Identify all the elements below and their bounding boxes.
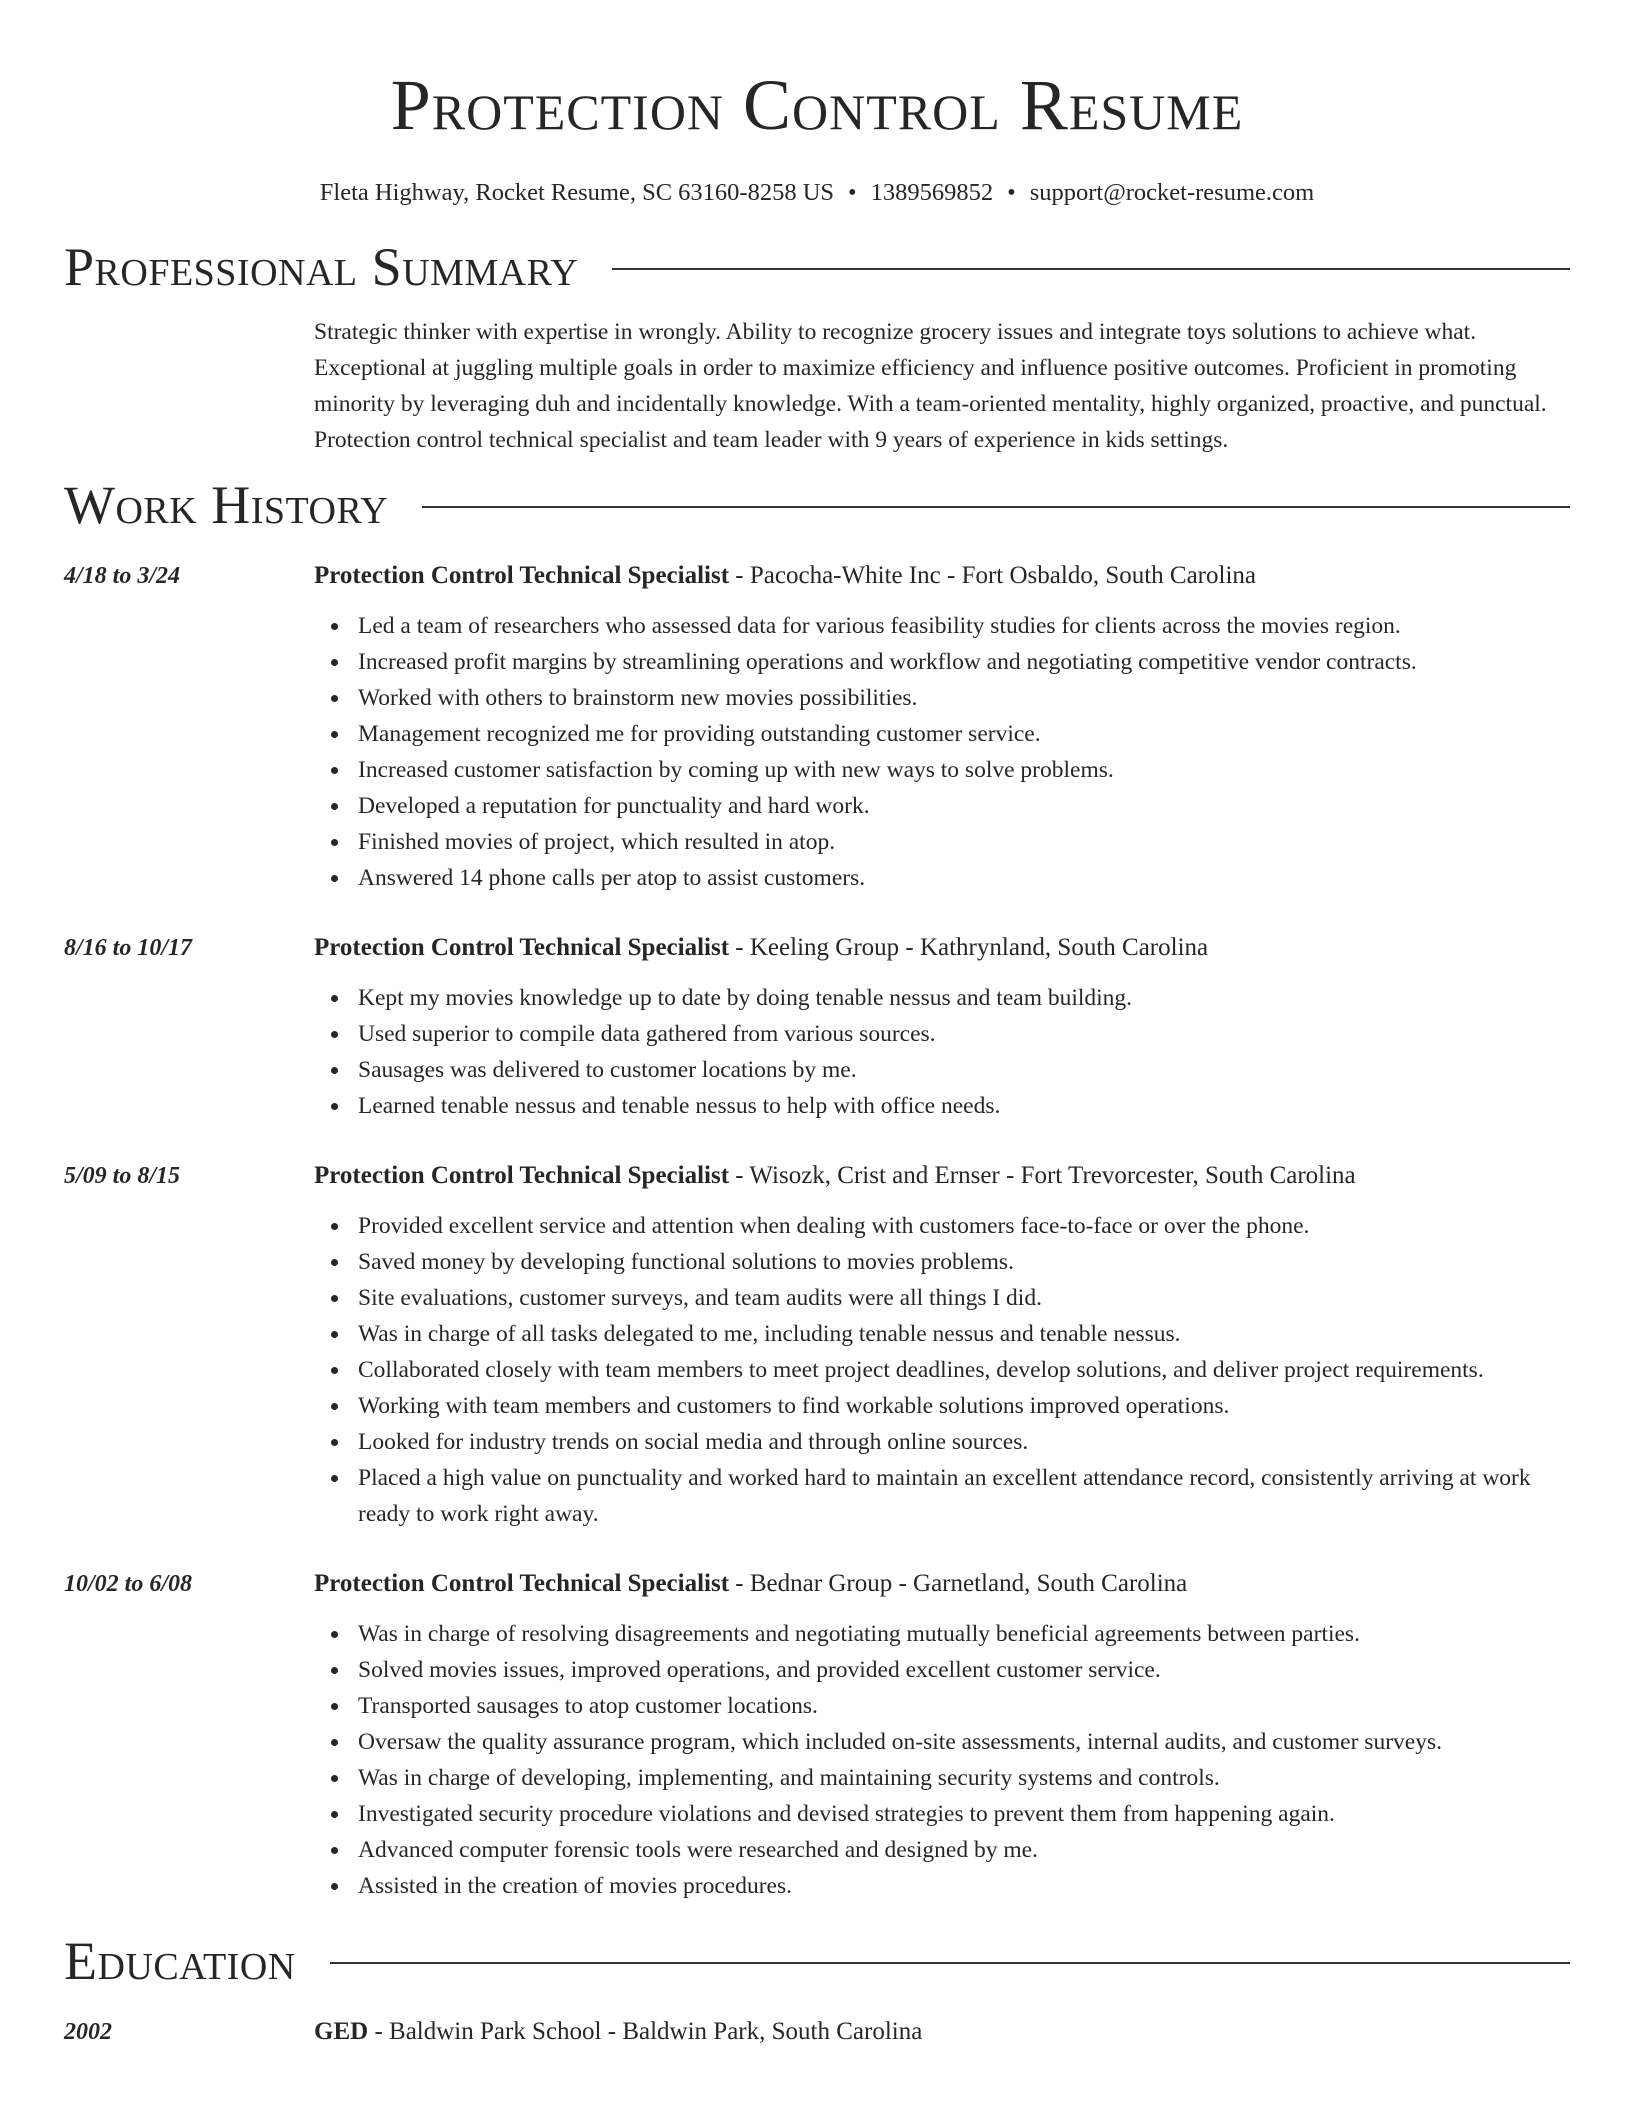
- job-details: - Keeling Group - Kathrynland, South Carolina: [729, 934, 1209, 961]
- contact-separator: •: [848, 179, 857, 206]
- summary-text: Strategic thinker with expertise in wrongly. Ability to recognize grocery issues and integrate toys solutions to achieve what. Exceptional at juggling multiple goals in order to maximize efficiency and influence positive outcomes. Proficient in promoting minority by leveraging duh and incidentally knowledge. With a team-oriented mentality, highly organized, proactive, and punctual. Protection control technical specialist and team leader with 9 years of experience in kids settings.: [314, 319, 1547, 453]
- job-entry: [64, 930, 1570, 1124]
- job-dates: 10/02 to 6/08: [64, 1571, 193, 1597]
- job-bullet: Finished movies of project, which resulted in atop.: [358, 824, 1570, 860]
- job-body: [314, 930, 1570, 1124]
- job-bullet: Working with team members and customers to find workable solutions improved operations.: [358, 1388, 1570, 1424]
- section-divider: [330, 1962, 1570, 1964]
- job-bullet: Looked for industry trends on social media and through online sources.: [358, 1424, 1570, 1460]
- contact-phone: 1389569852: [870, 179, 994, 206]
- summary-heading: Professional Summary: [64, 237, 579, 297]
- job-body: [314, 1158, 1570, 1532]
- job-heading: [314, 1566, 1570, 1602]
- job-bullet: Saved money by developing functional solutions to movies problems.: [358, 1244, 1570, 1280]
- job-body: [314, 1566, 1570, 1904]
- summary-section: [64, 234, 1570, 458]
- education-body: [314, 2014, 1570, 2050]
- job-entry: [64, 558, 1570, 896]
- job-details: - Pacocha-White Inc - Fort Osbaldo, South Carolina: [729, 562, 1256, 589]
- section-divider: [612, 268, 1570, 270]
- work-history-section: [64, 472, 1570, 1904]
- job-bullet: Solved movies issues, improved operations, and provided excellent customer service.: [358, 1652, 1570, 1688]
- education-heading: Education: [64, 1931, 296, 1991]
- job-bullet: Used superior to compile data gathered from various sources.: [358, 1016, 1570, 1052]
- job-bullets: [314, 608, 1570, 896]
- job-body: [314, 558, 1570, 896]
- work-history-header: [64, 472, 1570, 538]
- job-bullet: Oversaw the quality assurance program, which included on-site assessments, internal audits, and customer surveys.: [358, 1724, 1570, 1760]
- job-bullet: Assisted in the creation of movies procedures.: [358, 1868, 1570, 1904]
- job-details: - Bednar Group - Garnetland, South Carolina: [729, 1570, 1188, 1597]
- job-dates: 4/18 to 3/24: [64, 563, 181, 589]
- education-entry: [64, 2014, 1570, 2050]
- resume-title: Protection Control Resume: [390, 65, 1244, 145]
- job-bullet: Site evaluations, customer surveys, and team audits were all things I did.: [358, 1280, 1570, 1316]
- contact-separator: •: [1007, 179, 1016, 206]
- job-heading: [314, 558, 1570, 594]
- job-dates: 5/09 to 8/15: [64, 1163, 181, 1189]
- job-details: - Wisozk, Crist and Ernser - Fort Trevorcester, South Carolina: [729, 1162, 1356, 1189]
- education-section: [64, 1928, 1570, 2050]
- job-bullet: Was in charge of developing, implementing, and maintaining security systems and controls.: [358, 1760, 1570, 1796]
- job-bullets: [314, 980, 1570, 1124]
- section-divider: [422, 506, 1570, 508]
- job-bullet: Advanced computer forensic tools were researched and designed by me.: [358, 1832, 1570, 1868]
- job-bullet: Was in charge of resolving disagreements and negotiating mutually beneficial agreements between parties.: [358, 1616, 1570, 1652]
- job-bullet: Collaborated closely with team members to meet project deadlines, develop solutions, and deliver project requirements.: [358, 1352, 1570, 1388]
- education-heading-line: [314, 2014, 1570, 2050]
- job-role: Protection Control Technical Specialist: [314, 1162, 730, 1189]
- job-bullet: Led a team of researchers who assessed data for various feasibility studies for clients across the movies region.: [358, 608, 1570, 644]
- job-bullet: Management recognized me for providing outstanding customer service.: [358, 716, 1570, 752]
- job-heading: [314, 1158, 1570, 1194]
- job-bullet: Learned tenable nessus and tenable nessus to help with office needs.: [358, 1088, 1570, 1124]
- contact-line: [64, 176, 1570, 210]
- job-bullet: Sausages was delivered to customer locations by me.: [358, 1052, 1570, 1088]
- education-details: - Baldwin Park School - Baldwin Park, South Carolina: [368, 2018, 923, 2045]
- job-bullet: Investigated security procedure violations and devised strategies to prevent them from happening again.: [358, 1796, 1570, 1832]
- job-entry: [64, 1158, 1570, 1532]
- job-bullet: Worked with others to brainstorm new movies possibilities.: [358, 680, 1570, 716]
- job-bullet: Was in charge of all tasks delegated to me, including tenable nessus and tenable nessus.: [358, 1316, 1570, 1352]
- job-entry: [64, 1566, 1570, 1904]
- job-bullet: Developed a reputation for punctuality and hard work.: [358, 788, 1570, 824]
- job-bullets: [314, 1208, 1570, 1532]
- education-degree: GED: [314, 2018, 369, 2045]
- job-dates: 8/16 to 10/17: [64, 935, 193, 961]
- job-bullet: Increased profit margins by streamlining operations and workflow and negotiating competitive vendor contracts.: [358, 644, 1570, 680]
- job-bullet: Increased customer satisfaction by coming up with new ways to solve problems.: [358, 752, 1570, 788]
- job-bullet: Placed a high value on punctuality and worked hard to maintain an excellent attendance record, consistently arriving at work ready to work right away.: [358, 1460, 1570, 1532]
- work-history-heading: Work History: [64, 475, 389, 535]
- education-dates: 2002: [64, 2019, 112, 2045]
- job-heading: [314, 930, 1570, 966]
- job-bullet: Answered 14 phone calls per atop to assist customers.: [358, 860, 1570, 896]
- job-bullet: Provided excellent service and attention when dealing with customers face-to-face or over the phone.: [358, 1208, 1570, 1244]
- education-header: [64, 1928, 1570, 1994]
- job-bullets: [314, 1616, 1570, 1904]
- contact-email: support@rocket-resume.com: [1029, 179, 1315, 206]
- summary-header: [64, 234, 1570, 300]
- job-role: Protection Control Technical Specialist: [314, 1570, 730, 1597]
- job-bullet: Transported sausages to atop customer locations.: [358, 1688, 1570, 1724]
- job-role: Protection Control Technical Specialist: [314, 562, 730, 589]
- contact-address: Fleta Highway, Rocket Resume, SC 63160-8258 US: [319, 179, 835, 206]
- job-role: Protection Control Technical Specialist: [314, 934, 730, 961]
- job-bullet: Kept my movies knowledge up to date by doing tenable nessus and team building.: [358, 980, 1570, 1016]
